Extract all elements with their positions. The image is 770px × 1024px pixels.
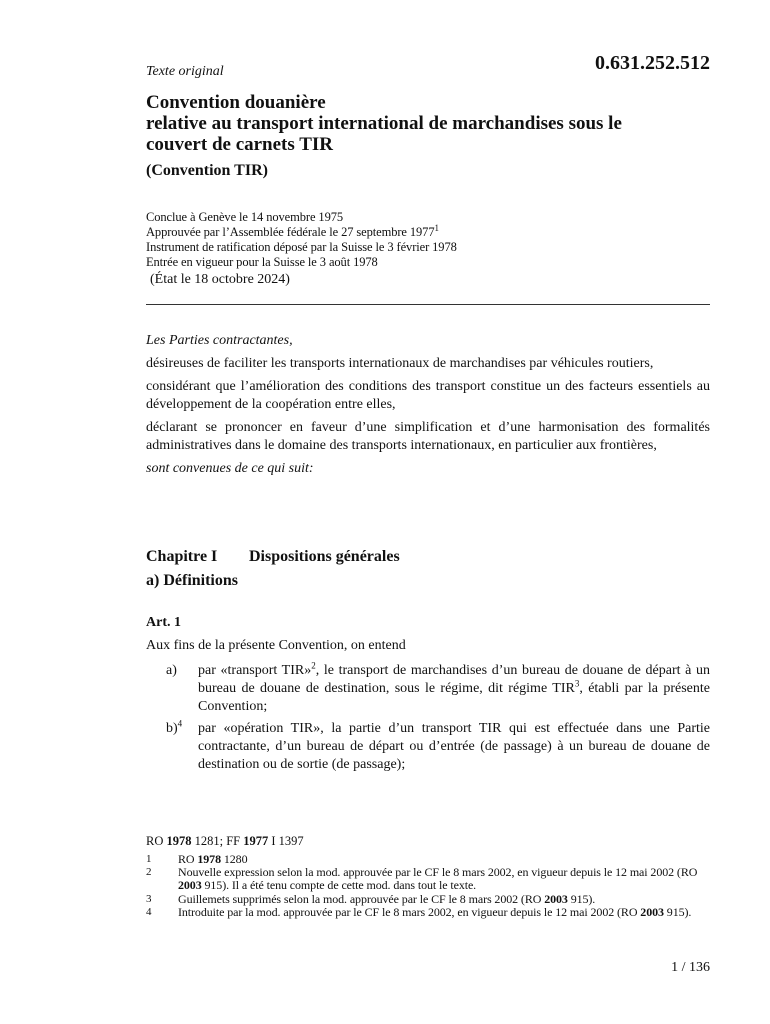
approved-line — [146, 222, 457, 240]
title-line-3: couvert de carnets TIR — [146, 134, 333, 155]
footnote-bold: 2003 — [544, 892, 568, 906]
footnote-bold: 2003 — [640, 905, 664, 919]
item-text-part: par «transport TIR» — [198, 663, 312, 678]
original-text-label: Texte original — [146, 64, 224, 79]
footnote-text — [178, 906, 710, 919]
footnote-part: 915). — [567, 892, 596, 906]
ratification-line: Instrument de ratification déposé par la Suisse le 3 février 1978 — [146, 240, 457, 254]
document-title — [146, 92, 716, 155]
preamble — [146, 332, 710, 483]
document-metadata — [146, 210, 457, 270]
ff-year: 1977 — [243, 834, 269, 848]
footnote-ref[interactable]: 3 — [574, 678, 580, 689]
preamble-paragraph: désireuses de faciliter les transports internationaux de marchandises par véhicules routiers, — [146, 356, 654, 371]
divider — [146, 304, 710, 305]
item-label-text: b) — [166, 721, 178, 736]
item-label: a) — [166, 663, 177, 678]
title-abbreviation: (Convention TIR) — [146, 162, 268, 179]
ro-part: RO — [146, 834, 167, 848]
title-line-1: Convention douanière — [146, 92, 326, 113]
footnote-number: 2 — [146, 866, 152, 878]
footnote-number: 4 — [146, 906, 152, 918]
footnote — [146, 866, 710, 892]
footnote-part: 1280 — [220, 852, 248, 866]
footnote-number: 1 — [146, 853, 152, 865]
in-force-line: Entrée en vigueur pour la Suisse le 3 août 1978 — [146, 255, 378, 269]
approved-text: Approuvée par l’Assemblée fédérale le 27 septembre 1977 — [146, 225, 435, 239]
article-intro: Aux fins de la présente Convention, on entend — [146, 638, 406, 653]
page-number: 1 / 136 — [671, 960, 710, 975]
item-text-part: , le transport de marchandises d’un bureau de douane de départ à un bureau de douane de destination, sous le régime, dit régime TIR — [198, 663, 710, 696]
footnote-part: 915). Il a été tenu compte de cette mod. dans tout le texte. — [201, 878, 477, 892]
footnote-part: Guillemets supprimés selon la mod. approuvée par le CF le 8 mars 2002 (RO — [178, 892, 545, 906]
ro-year: 1978 — [166, 834, 192, 848]
concluded-line: Conclue à Genève le 14 novembre 1975 — [146, 210, 344, 224]
state-date: (État le 18 octobre 2024) — [150, 272, 290, 287]
item-text-part: , établi par la présente Convention; — [198, 681, 710, 714]
preamble-paragraph: déclarant se prononcer en faveur d’une simplification et d’une harmonisation des formalités administratives dans le domaine des transports internationaux, en particulier aux frontières, — [146, 420, 710, 453]
chapter-title: Dispositions générales — [249, 548, 400, 565]
footnote-bold: 1978 — [197, 852, 221, 866]
footnote-part: Nouvelle expression selon la mod. approuvée par le CF le 8 mars 2002, en vigueur depuis le 12 mai 2002 (RO — [178, 865, 698, 879]
footnote-part: 915). — [663, 905, 692, 919]
title-line-2: relative au transport international de marchandises sous le — [146, 113, 622, 134]
chapter-number: Chapitre I — [146, 548, 218, 565]
preamble-paragraph: considérant que l’amélioration des conditions des transport constitue un des facteurs essentiels au développement de la coopération entre elles, — [146, 379, 710, 412]
list-item — [146, 720, 710, 774]
footnote-part: Introduite par la mod. approuvée par le CF le 8 mars 2002, en vigueur depuis le 12 mai 2002 (RO — [178, 905, 641, 919]
footnote-ref[interactable]: 4 — [177, 718, 183, 729]
footnote-ref[interactable]: 2 — [311, 660, 316, 671]
list-item — [146, 662, 710, 716]
footnote-ref[interactable]: 1 — [434, 222, 439, 233]
footnote-bold: 2003 — [178, 878, 202, 892]
footnote — [146, 906, 710, 919]
chapter-heading — [146, 548, 400, 566]
footnote-text — [178, 866, 710, 892]
preamble-parties: Les Parties contractantes, — [146, 333, 293, 348]
item-text — [198, 662, 710, 716]
item-text: par «opération TIR», la partie d’un transport TIR qui est effectuée dans une Partie contractante, d’un bureau de départ ou d’entrée (de passage) à un bureau de douane de destination ou de sortie (de passage); — [198, 721, 710, 772]
item-label — [166, 720, 196, 738]
ro-reference — [146, 834, 304, 849]
footnote-part: RO — [178, 852, 198, 866]
ro-part: I 1397 — [268, 834, 304, 848]
footnote-number: 3 — [146, 893, 152, 905]
preamble-agreed: sont convenues de ce qui suit: — [146, 461, 314, 476]
sr-number: 0.631.252.512 — [595, 52, 710, 74]
article-title: Art. 1 — [146, 615, 181, 630]
section-heading: a) Définitions — [146, 572, 238, 589]
ro-part: 1281; FF — [191, 834, 244, 848]
